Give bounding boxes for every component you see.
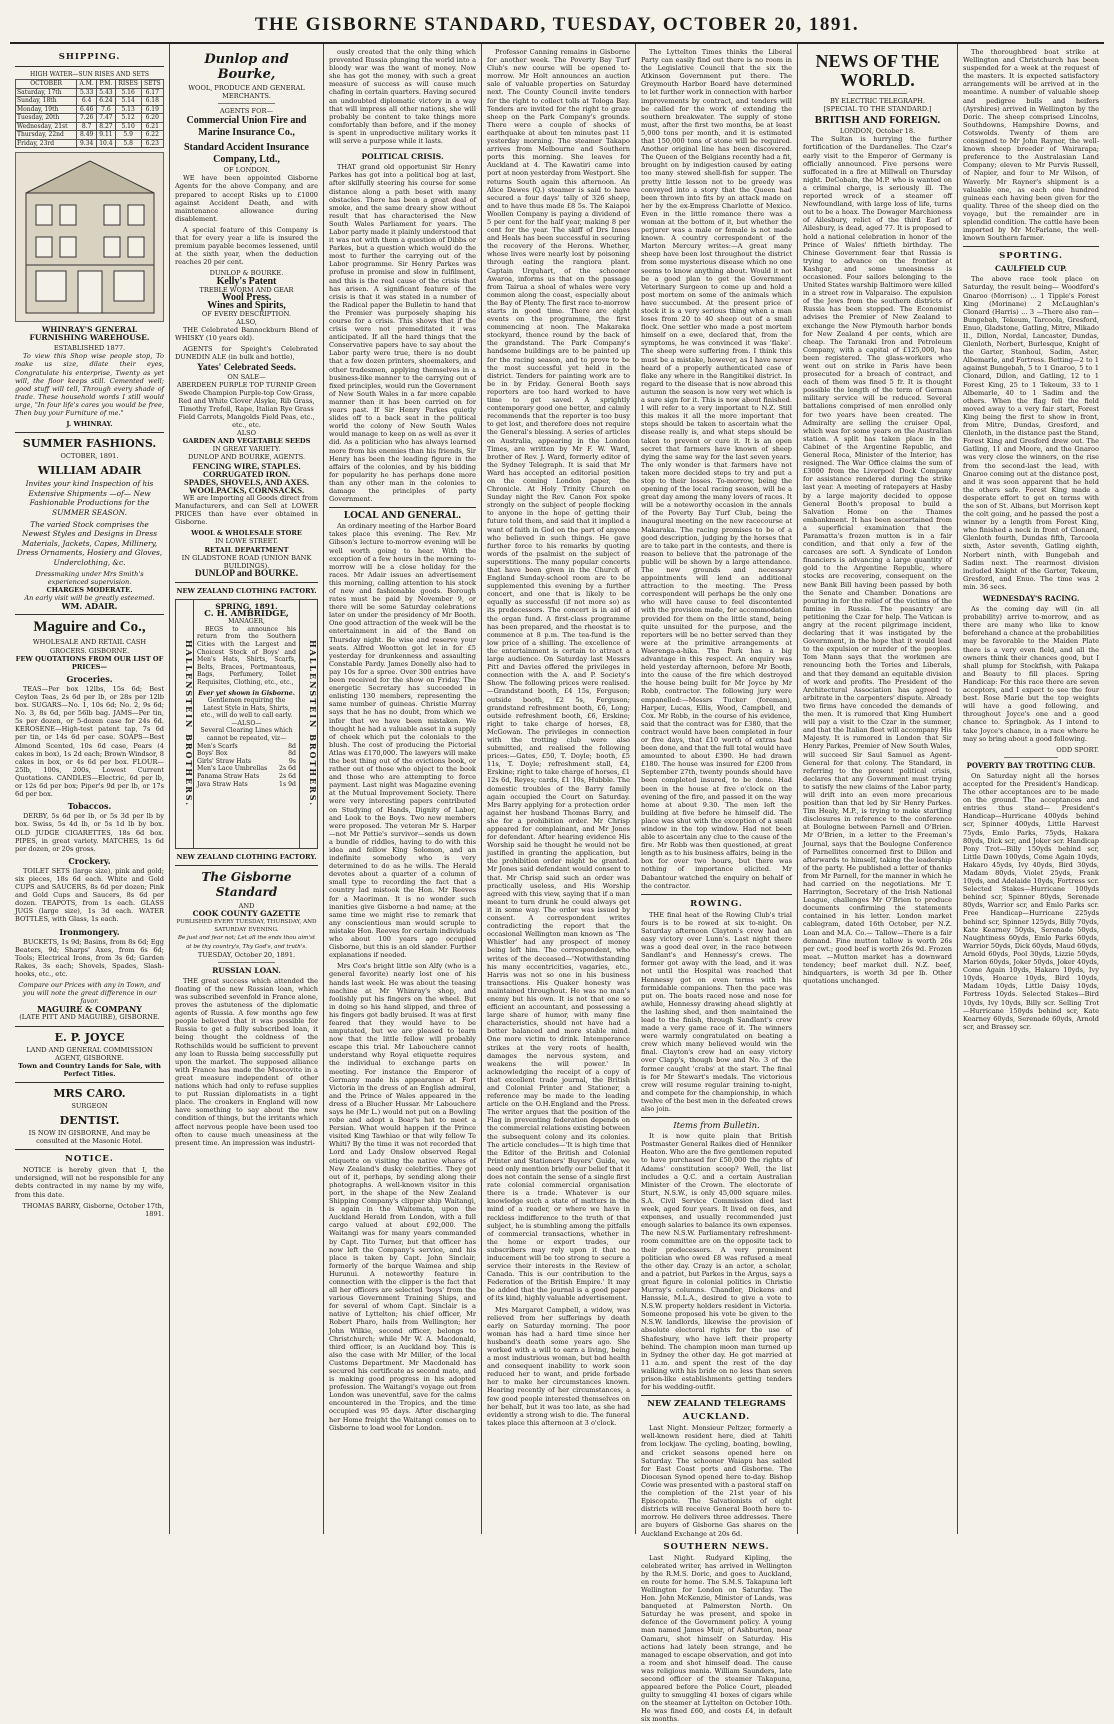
tide-cell: 5.10 <box>115 122 141 131</box>
clearing-line-label: Java Straw Hats <box>197 780 248 788</box>
ironmongery-heading: Ironmongery. <box>59 926 120 937</box>
lowe-street: IN LOWE STREET. <box>215 537 278 546</box>
clearing-line-price: 1s 9d <box>279 780 296 788</box>
dunlop-p1: WE have been appointed Gisborne Agents for the above Company, and are prepared to accept Risks up to £1000 against Accident Death, and with maintenance allowance during disablement. <box>175 174 318 223</box>
clearing-line-item <box>197 758 296 766</box>
banner-left: HALLENSTEIN BROTHERS. <box>176 600 194 848</box>
hallenstein-banner <box>175 599 318 849</box>
russian-loan-text: THE great success which attended the floating of the new Russian loan, which was subscribed sevenfold in France alone, proves the astuteness of the diplomatic agents of Russia. A few months ago few people believed that it was possible for Russia to get a fully subscribed loan, it being thought the coldness of the Rothschilds would be sufficient to prevent any loan to Russia being successfully put upon the market. The supposed alliance with France has made the Muscovite in a great measure independent of other nations which had only to refuse supplies to put Russian diplomatists in a tight place. The croakers in England will now have something to say about the new condition of things, but the irritants which affect nervous people have been used too often to cause much uneasiness at the present time. An impression was industri- <box>175 976 318 1147</box>
tide-row <box>16 139 164 148</box>
dunlop-end: DUNLOP and BOURKE. <box>194 568 299 579</box>
adair-heading: WILLIAM ADAIR <box>37 464 142 478</box>
dunlop-sub: WOOL, PRODUCE AND GENERAL MERCHANTS. <box>188 84 305 101</box>
tide-cell: Thursday, 22nd <box>16 131 77 140</box>
garden-seeds: GARDEN AND VEGETABLE SEEDS <box>182 437 311 446</box>
also-label: ALSO, <box>236 317 257 326</box>
column-5 <box>636 44 798 1724</box>
tide-col-sets: SETS <box>141 80 163 89</box>
british-foreign-heading: BRITISH AND FOREIGN. <box>814 116 941 127</box>
tide-cell: 5.13 <box>115 105 141 114</box>
yates-seeds: Yates' Celebrated Seeds. <box>197 363 296 374</box>
auckland-text: Last Night. Monsieur Peltzer, formerly a well-known resident here, died at Tahiti from lockjaw. The cycling, boating, bowling, and cricket seasons opened here on Saturday. The schooner Waiapu has sailed for East Coast ports and Gisborne. The Diocesan Synod opened here to-day. Bishop Cowie was presented with a pastoral staff on the completion of the 21st year of his Episcopate. The Salvationists of eight districts will receive General Booth here to-morrow. He delivers three addresses. There are buyers of Gisborne Gas shares on the Auckland Exchange at 20s 6d. <box>641 1424 792 1538</box>
adair-signature: WM. ADAIR. <box>61 601 118 612</box>
summer-fashions-heading: SUMMER FASHIONS. <box>22 437 157 451</box>
tide-cell: 8.49 <box>77 131 97 140</box>
summer-date: OCTOBER, 1891. <box>60 452 119 461</box>
paper-and: AND <box>238 902 255 911</box>
warehouse-illustration <box>15 152 164 322</box>
tobaccos-heading: Tobaccos. <box>67 801 112 812</box>
banner-content <box>194 600 299 848</box>
caulfield-cup-heading: CAULFIELD CUP. <box>994 264 1068 274</box>
nz-clothing-factory: NEW ZEALAND CLOTHING FACTORY. <box>176 586 317 595</box>
tide-cell: 6.19 <box>141 105 163 114</box>
dunlop-heading: Dunlop and Bourke, <box>204 52 289 82</box>
southern-news-heading: SOUTHERN NEWS. <box>663 1541 770 1552</box>
tide-cell: Sunday, 18th <box>16 97 77 106</box>
adair-charges: CHARGES MODERATE. <box>46 586 133 595</box>
whinray-poem: To view this Shop wise people stop, To make us size, dilate their eyes, Congratulate his enterprise, Twenty as yet will, the floor keeps still. Cemented well; good stuff will tell, Through every shade of trade. These household words I still would urge, "In four life's cares you would be free, Then buy your Furniture of me." <box>15 352 164 418</box>
gladstone-road: IN GLADSTONE ROAD (UNION BANK BUILDINGS). <box>181 553 312 570</box>
clearing-lines <box>197 743 296 789</box>
tide-cell: 9.34 <box>77 139 97 148</box>
local-general-text: An ordinary meeting of the Harbor Board takes place this evening. The Rev. Mr Gibson's lecture to-morrow evening will be well worth going to hear. With the exception of a few hours in the morning to-morrow will be a close holiday for the races. Mr Adair issues an advertisement this morning, calling attention to his stock of new and fashionable goods. Borough rates must be paid by November 9, or there will be some Saturday celebrations later on under the presidency of Mr Booth. One good attraction of the week will be the entertainment in aid of the Band on Thursday night. Be wise and reserve your seats. Alfred Wootton got let in for £5 yesterday for drunkenness and assaulting Constable Pardy. James Donelly also had to pay 10s for a spree. Over 300 entries have been received for the show on Friday. The energetic Secretary has succeeded in enlisting 130 members, representing the same number of guineas. Christie Murray says that he has no doubt, from which we infer that we have been mistaken. We thought he had a valuable asset in a supply of cheek which put the colonials to the blush. The cost of producing the Pictorial Atlas was £170,000. The lawyers will make the best thing out of the evictions book, or rather out of those who object to the book and those who are attempting to force payment. Last night was Magazine evening at the Mutual Improvement Society. There were very interesting papers contributed on Studying of Hands, Dignity of Labor, and Look to the Boys. Two new members were proposed. The veteran Mr S. Harper—not Mr Pettie's survivor—sends us down a bundle of riddles, having to do with this idea and fellow King Solomon, and an indefinite somebody who is very determined to do as he wills. The Herald devotes about a quarter of a column of small type to recording the fact that a country lad mistook the Hon. Mr Reeves for a Maoriman. It is no wonder such inanities give Gisborne a bad name; at the same time we might rise to remark that any conscientious man would scruple to mistake Hon. Reeves for certain individuals who about 100 years ago occupied Gisborne, but this is an old slander. Further explanations if needed. <box>329 522 476 960</box>
agents-label: AGENTS FOR— <box>219 107 274 116</box>
tide-row <box>16 131 164 140</box>
tide-header-row <box>16 80 164 89</box>
caro-heading: MRS CARO. <box>53 1086 126 1100</box>
masthead: THE GISBORNE STANDARD, TUESDAY, OCTOBER 20, 1891. <box>10 6 1104 44</box>
maguire-signature: MAGUIRE & COMPANY <box>36 1004 142 1015</box>
sporting-heading: SPORTING. <box>999 251 1063 262</box>
tide-cell: 7.6 <box>97 105 116 114</box>
crockery-heading: Crockery. <box>68 855 111 866</box>
rowing-text: THE final heat of the Rowing Club's trial fours is to be rowed at six to-night. On Saturday afternoon Clayton's crew had an easy victory over Lunn's. Last night there was a good deal over, in the race between Sandlant's and Hennessy's crews. The former got away with the lead, and it was not until the Hospital was reached that Hennessy got on even terms with his formidable companions. Then the pace was put on. The boats raced nose and nose for awhile, Hennessy drawing ahead slightly at the lashing shed, and then maintained the lead to the finish, through Sandlant's crew made a very game race of it. The winners were warmly congratulated on beating a crew which many believed would win the final. Clayton's crew had an easy victory over Clapp's, though bow and No. 3 of the former caught 'crabs' at the start. The final is for Mr Stewart's medals. The victorious crew will resume regular training to-night, and compete for the championship, in which twelve of the best men in the defeated crews also join. <box>641 910 792 1113</box>
nz-clothing-factory-2: NEW ZEALAND CLOTHING FACTORY. <box>176 852 317 861</box>
world-news-text: The Sultan is hurrying the further fortification of the Dardanelles. The Czar's early visit to the Emperor of Germany is officially announced. Five persons were suffocated in a fire at Millwall on Thursday night. DeCobain, the M.P. who is wanted on a criminal charge, is seriously ill. The reported wreck of a steamer off Newfoundland, with large loss of life, turns out to be a hoax. The Dowager Marchioness of Ailesbury, relict of the third Earl of Ailesbury, is dead, aged 77. It is proposed to hold a national celebration in honor of the Prince of Wales' fiftieth birthday. The Chinese Government fear that Russia is trying to advance on the frontier at Kashgar, and some uneasiness is occasioned. Four sailors belonging to the United States warship Baltimore were killed in a street row in Valparaiso. The expulsion of the Jews from the southern districts of Russia has been stopped. The Economist advises the Premier of New Zealand to exchange the New Plymouth harbor bonds for New Zealand 4 per cents, which are cheap. The Taranaki Iron and Petroleum Company, with a capital of £125,000, has been registered. The glass-workers who went out on strike in Paris have been prosecuted for a breach of contract, and each of them was fined 5 fr. It is thought possible the length of the term of German military service will be reduced. Several battalions comprised of men enrolled only for two years have been created. The Admiralty are selling the cruiser Opal, which was for some years on the Australian station. A split has taken place in the Cabinet of the Argentine Republic, and General Roca, Minister of the Interior, has resigned. The War Office claims the sum of £3000 from the Liverpool Dock Company for assistance rendered during the strike last year. A meeting of ratepayers at Hasby by a large majority decided to oppose General Booth's proposal to build a Salvation Home on the Thames embankment. It has been ascertained from a superficial examination that the Paramatta's frozen mutton is in a fair condition, and that only a few of the carcases are soft. A Syndicate of London financiers is advancing a large quantity of gold to the Argentine Republic, where stocks are recovering, consequent on the new Bank Bill having been passed by both the Senate and Chamber. Donations are pouring in for the relief of the victims of the famine in Russia. The peasantry are petitioning the Czar for help. The Vatican is angry at the recent pilgrimage incident, declaring that it was instigated by the Government, in the hope that it would lead to the expulsion or murder of the peoples. Tom Mann says that the workmen are renouncing both the Tories and Liberals, and that they demand an equitable division of work and profits. The President of the Architectural Association has agreed to arbitrate in the carpenters' dispute. Already two firms have conceded the demands of the men. It is rumored that King Humbert will pay a visit to the Czar in the summer, and that the Italian fleet will accompany His Majesty. It is rumored in London that Sir Henry Parkes, Premier of New South Wales, will succeed Sir Saul Samuel as Agent-General for that colony. The Standard, in referring to the present political crisis, declares that any Government must trying to satisfy the new claims of the Labor party, will drift into an even more precarious position than that led by Sir Henry Parkes. Tim Healy, M.P., is trying to make startling disclosures in reference to the conference at Boulogne between Parnell and O'Brien. Mr O'Brien, in a letter to the Freeman's Journal, says that the Boulogne Conference of Parnellites concerned first to Dillon and afterwards to himself, taking the leadership of the party. He published a letter of thanks from Mr Parnell, for the manner in which he had carried on the negotiations. Mr T. Harrington, Secretary of the Irish National League, challenges Mr O'Brien to produce documents confirming the statements contained in his letter. London market cablegram, dated 16th October, per N.Z. Loan and M.A. Co.— Tallow—There is a fair demand. Fine mutton tallow is worth 26s per cwt.; good beef is worth 26s 9d. Frozen meat. —Mutton market has a downward tendency; beef market dull. N.Z. beef, hindquarters, is worth 3d per lb. Other quotations unchanged. <box>803 135 952 986</box>
tide-cell: 5.16 <box>115 88 141 97</box>
crockery-list: TOILET SETS (large size), pink and gold; six pieces, 18s 6d each. White and Gold CUPS and SAUCERS, 8s 6d per dozen; Pink and Gold Cups and Saucers, 8s 6d per dozen. TEAPOTS, from 1s each. GLASS JUGS (large size), 1s 3d each. WATER BOTTLES, with Glass, 1s each. <box>15 866 164 924</box>
shipping-heading: SHIPPING. <box>58 52 121 62</box>
tide-cell: 5.14 <box>115 97 141 106</box>
odd-sport-signature: ODD SPORT. <box>1056 745 1099 754</box>
tide-row <box>16 122 164 131</box>
wednesday-racing-heading: WEDNESDAY'S RACING. <box>982 594 1080 603</box>
clearing-line-price: 8d <box>288 750 296 758</box>
clearing-line-price: 8d <box>288 742 296 750</box>
several-lines: Several Clearing Lines which cannot be repeated, viz— <box>200 727 293 743</box>
tide-row <box>16 114 164 123</box>
tide-cell: Saturday, 17th <box>16 88 77 97</box>
wines-spirits: Wines and Spirits, <box>207 299 286 311</box>
tide-cell: 5.9 <box>115 131 141 140</box>
local-general-text-2: Mrs Cox's bright little son Alfy (who is a general favorite) nearly lost one of his hands last week. He was about the teasing machine at Mr Whinray's shop, and foolishly put his fingers on the wheel. But in doing so his hand slipped, and three of his fingers got badly bruised. It was at first feared that they would have to be amputated, but we are pleased to learn now that the little fellow will probably escape this trial. Mr Labouchere cannot understand why Royal etiquette requires the individual to exchange parts on meeting. For instance the Emperor of Germany made his appearance at Fort Victoria in the dress of an English admiral, and the Prince of Wales appeared in the dress of a Blucher Hussar. Mr Labouchere says he (Mr L.) would not put on a Bowling robe and adopt a Boar's hat to meet a Persian. What would happen if the Prince visited King Tawhiao or that wily fellow Te Whiti? By the time it was not recorded that Lord and Lady Onslow observed Regal etiquette on visiting the native whares of New Zealand's dusky celebrities. They got out of it, perhaps, by sending along their photographs. A well-known visitor in this port, in the shape of the New Zealand Shipping Company's clipper ship Waitangi, is again in the Waitemata, upon the Auckland Herald from London, with a full cargo valued at about £92,000. The Waitangi was for many years commanded by Capt. Tito Turner, but that officer has now left the Company's service, and his place is taken by Capt. John Sinclair, formerly of the barque Waimea and ship Hurunui. A noteworthy feature in connection with the clipper is the fact that all her officers are selected 'boys' from the various Government Training Ships, and for several of whom Capt. Sinclair is a native of Lyttelton; his chief officer, Mr Robert Pharo, hails from Wellington; her John Wilkie, second officer, belongs to Christchurch; while Mr W. A. Macdonald, third officer, is an Auckland boy. This is also the case with Mr Miller, of the local Customs Department. Mr Macdonald has secured his certificate as second mate, and is making good progress in his adopted profession. The Waitangi's voyage out from London was uneventful, save for the calms encountered in the Tropics, and the time occupied was 95 days. After discharging her Home freight the Waitangi comes on to Gisborne to load wool for London. <box>329 962 476 1432</box>
kelly-patent: Kelly's Patent <box>216 275 277 287</box>
wool-press: Wool Press. <box>221 291 272 303</box>
whinray-heading: WHINRAY'S GENERAL FURNISHING WAREHOUSE. <box>29 325 150 343</box>
nz-telegrams-heading: NEW ZEALAND TELEGRAMS <box>647 1399 786 1410</box>
groceries-heading: Groceries. <box>66 673 113 684</box>
dentist-heading: DENTIST. <box>59 1114 120 1128</box>
tide-col-pm: P.M. <box>97 80 116 89</box>
tide-cell: 6.17 <box>141 88 163 97</box>
tide-cell: 5.12 <box>115 114 141 123</box>
by-telegraph: BY ELECTRIC TELEGRAPH. <box>829 97 926 105</box>
political-crisis-text: THAT grand old opportunist Sir Henry Parkes has got into a political bog at last, after skilfully steering his course for some distance along a path beset with many obstacles. There has been a great deal of smoke, and the same dreary show without result that has characterised the New South Wales Parliament for years. The Labor party made it plainly understood that it was not with them a question of Dibbs or Parkes, but a question which would do the most to further the carrying out of the Labor programme. Sir Henry Parkes was profuse in promise and slow in fulfilment, and this is the real cause of the crisis that has arisen. A significant feature of the crisis is that it was stated in a number of the Radical paper the Bulletin to hand that the Premier was purposely shaping his course for a crisis. This shows that if the crisis were not premeditated it was anticipated. If all the hard things that the Conservative papers have to say about the Labor party were true, there is no doubt that a few dozen printers, shoemakers, and other tradesmen, applying themselves in a business-like manner to the carrying out of fixed principles, would run the Government of New South Wales in a far more capable manner than it has been carried on for years past. If Sir Henry Parkes quietly slides off to a back seat in the political world the colony of New South Wales would manage to keep on as well as ever it did. As a politician who has always learned more from his enemies than his friends, Sir Henry has been the leading figure in the affairs of the colonies, and by his bidding for popularity he has perhaps done more than any other man in the colonies to damage the principles of party Government. <box>329 163 476 504</box>
tide-table <box>15 79 164 148</box>
manager-label: MANAGER, <box>228 618 265 626</box>
bulletin-text: It is now quite plain that British Postmaster General Raikes died of Henniker Heaton. Who are the five gentlemen reputed to have purchased for £50,000 the rights of Adams' constitution scoop? Well, the list includes a Q.C. and a certain Australian Minister of the Crown. The electorate of Sturt, N.S.W., is only 45,000 square miles. S.A. Civil Service Commission died last week, aged four years. It lived on fees, and expenses, and usually recommended just enough salaries to balance its own expenses. The new N.S.W. Parliamentary refreshment-room committee are on the opposite tack to their predecessors. A very prominent politician who owed £8 was refused a meal the other day. Crazy is an actor, a scholar, and a patriot, but Parkes in the Argus, says a great figure in colonial politics in Christie Murray's columns. Chandler, Dickens and Hanssie, M.L.A., desired to give a vote to N.S.W. property holders resident in Victoria. Someone proposed his vote be given to the N.S.W. landlords, likewise the provision of absolute electoral rights for the use of Shafesbury, who have left their property behind. The champion moon man turned up in Sydney the other day. He got married at 11 a.m. and spent the rest of the day walking with his bride on no less than seven prison-like establishments getting tenders for his wedding-outfit. <box>641 1132 792 1392</box>
russian-loan-cont: ously created that the only thing which prevented Russia plunging the world into a bloody war was the want of money. Now she has got the money, with such a great measure of success as will cause much chafing in certain quarters. Having secured an undoubted diplomatic victory in a way that will impress all other nations, she will probably be content to take things more comfortably than before, and if the money is spent in unproductive military works it will serve a purpose while it lasts. <box>329 48 476 146</box>
maguire-heading: Maguire and Co., <box>33 619 146 636</box>
dunlop-agents: DUNLOP AND BOURKE, AGENTS. <box>187 453 306 462</box>
wool-store: WOOL & WHOLESALE STORE <box>191 529 302 538</box>
gentlemen-text: Gentlemen requiring the Latest Style in Hats, Shirts, etc., will do well to call early. <box>200 697 293 720</box>
trotting-club-heading: POVERTY BAY TROTTING CLUB. <box>966 760 1096 770</box>
maguire-late: (LATE PITT AND MAGUIRE), GISBORNE. <box>19 1013 160 1022</box>
importing-text: WE are Importing all Goods direct from Manufacturers, and can Sell at LOWER PRICES than have ever obtained in Gisborne. <box>175 493 318 527</box>
obituary-campbell: Mrs Margaret Campbell, a widow, was relieved from her sufferings by death early on Saturday morning. The poor woman has had a hard time since her husband's death some years ago. She worked with a will to earn a living, being a most industrious woman, but bad health and consequent inability to work soon reduced her to want, and pride forbade her to make her circumstances known. Hearing recently of her circumstances, a few good people interested themselves on her behalf, but it was too late, as she had evidently a strong wish to die. The funeral takes place this afternoon at 3 o'clock. <box>487 1305 630 1427</box>
tide-cell: 5.43 <box>97 88 116 97</box>
tide-cell: Monday, 19th <box>16 105 77 114</box>
joyce-heading: E. P. JOYCE <box>54 1030 125 1044</box>
local-items: Professor Canning remains in Gisborne for another week. The Poverty Bay Turf Club's new course will be opened to-morrow. Mr Holt announces an auction sale of valuable properties on Saturday next. The County Council invite tenders for the right to collect tolls at Tologa Bay. Tenders are invited for the right to graze sheep on the Park Company's grounds. There were a couple of shocks of earthquake at about ten minutes past 11 yesterday morning. The steamer Takapo arrives from Melbourne and Southern ports this morning. She leaves for Auckland at 4. The Kawatiri came into port at noon yesterday from Westport. She returns South again this afternoon. An Alice Dawes (Q.) steamer is said to have secured a four days' tally of 326 sheep, and to have thus made £8 5s. The Kaiapoi Woollen Company is paying a dividend of 5 per cent for the half year, making 8 per cent for the year. The skiff of Drs Innes and Heals has been successful in securing the recovery of the Herons. Whether, whose lives were nearly lost by poisoning through eating the rangiora plant. Captain Urquhart, of the schooner Awaroa, informs us that on the passage from Tairua a shoal of whales were very common along the coast, especially about the Bay of Plenty. The first race to-morrow starts in good time. There are eight events on the programme, the first commencing at noon. The Makaraka stockyard, thence round by the back of the grandstand. The Park Company's handsome buildings are to be painted up for the racing season, and to prove to be the most successful yet held in the district. Tenders for painting work are to be in by Friday. General Booth says reporters are too hard worked to have time to get saved. A sprightly contemporary good one better, and calmly recommends that the reporter is too busy to get lost, and therefore does not require the General's blessing. A series of articles on Australia, appearing in the London Times, are written by Mr F. W. Ward, brother of Rev. J. Ward, formerly editor of the Sydney Telegraph. It is said that Mr Ward has accepted an editorial position on the coming London paper, the Chronicle. At Holy Trinity Church on Sunday night the Rev. Canon Fox spoke strongly on the subject of people flocking to anyone in the hope of getting their future told them, and said that it implied a want of faith in God on the part of anyone who believed in such things. He gave further force to his remarks by quoting words of the psalmist on the subject of superstitions. The many popular concerts that have been given in the Church of England Sunday-school room are to be supplemented this evening by a further concert, and one that is likely to be equally as successful (if not more so) as its predecessors. The concert is in aid of the organ fund. A first-class programme has been prepared, and the rheostat is to commence at 8 p.m. The tea-fund is the low price of a shilling. The excellence of the entertainment is certain to attract a large audience. On Saturday last Messrs Pitt and Davies offered the privileges in connection with the A. and P. Society's Show. The following prices were realised.—Grandstand booth, £4 15s, Ferguson; outside booth, £2 5s, Ferguson; grandstand refreshment booth, £6, Long; outside refreshment booth, £6, Erskine; right to take charge of horses, £8, McGowan. The privileges in connection with the trotting club were also submitted, and realised the following prices:—Gates, £50, T. Doyle; booth, £5 11s, T. Doyle; refreshment stall, £4, Erskine; right to take charge of horses, £1 12s 6d, Reyes; cards, £1 10s, Hubble. The domestic troubles of the Barry family again occupied the Court on Saturday. Mrs Barry applying for a protection order against her husband Thomas Barry, and she for a prohibition order. Mr Chrisp appeared for complainant, and Mr Jones for defendant. After hearing evidence His Worship said he thought he would not be justified in granting the application, but the prohibition order might be granted. Mr Jones said defendant would consent to that. Mr Chrisp said such an order was practically useless, and His Worship agreed with this view, saying that if a man meant to turn drunk he could always get it in some way. The order was issued by consent. A correspondent writes contradicting the report that the occasional Wellington man known as 'The Whistler' had any prospect of money being left him. The correspondent, who writes of the deceased—'Notwithstanding his many eccentricities, vagaries, etc., Harris was not so one in his business transactions. His Quaker honesty was maintained throughout. He was no man's enemy but his own. It is not that one so efficient an accountant, and possessing a large share of humor, with many fine characteristics, should not have had a better balanced and more stable mind. One more victim to drink. Intemperance strikes at the very roots of health, damages the nervous system, and weakens the will power.' In acknowledging the receipt of a copy of that excellent trade journal, the British and Colonial Printer and Stationer, a reference may be made to the leading article on the O.H.England and the Press. The writer argues that the position of the Flag in preventing federation depends on the commercial relations existing between the subsequent colony and its colonies. The article concludes—'It is high time that the Editor of the British and Colonial Printer and Stationers' Buyers' Guide, we need only mention briefly our belief that it does not contain the sense of a single first rate colonial commercial organisation there is a trade. Whatever is our knowledge such a state of matters in the mind of a reader, or where we have in reckless indifference to the truth of that subject, he is stumbling among the pitfalls of commercial transactions, whether in the home or export trades, our subscribers may rely upon it that no inducement will be too strong to secure a service their interests in the Review of Canada. This is our contribution to the Federation of the British Empire.' It may be added that the journal is a good paper of its kind, highly valuable advertisement. <box>487 48 630 1303</box>
joyce-text2: Town and Country Lands for Sale, with Perfect Titles. <box>18 1061 161 1078</box>
whinray-signature: J. WHINRAY. <box>66 420 113 429</box>
maguire-sub: WHOLESALE AND RETAIL CASH GROCERS. GISBORNE. <box>32 638 147 655</box>
tide-row <box>16 105 164 114</box>
tide-cell: 7.26 <box>77 114 97 123</box>
clearing-line-item <box>197 773 296 781</box>
russian-loan-heading: RUSSIAN LOAN. <box>212 965 281 975</box>
columns <box>10 44 1104 1724</box>
tides-heading: HIGH WATER—SUN RISES AND SETS <box>30 71 149 78</box>
be-just: Be just and fear not; Let all the ends thou aim'st at be thy country's, Thy God's, and truth's. <box>177 935 316 950</box>
tide-cell: 6.20 <box>141 114 163 123</box>
ironmongery-list: BUCKETS, 1s 9d; Basins, from 8s 6d; Egg Beaters, 9d; Sharps' Axes, from 6s 6d; Tools; Electrical Irons, from 3s 6d; Garden Rakes, 3s each; Shovels, Spades, Slash-hooks, etc., etc. <box>15 937 164 978</box>
ambridge-name: C. H. AMBRIDGE, <box>204 608 289 619</box>
london-label: OF LONDON. <box>223 166 270 175</box>
sheep-arrival-text: The thoroughbred boat strike at Wellington and Christchurch has been suspended for a week at the request of the masters. It is expected satisfactory arrangements will be arrived at in the meantime. A number of valuable sheep and pedigree bulls and heifers (Ayrshires) arrived in Wellington by the Doric. The sheep comprised Lincolns, Southdowns, Hampshire Downs, and Cotswolds. Twenty of them are consigned to Mr John Rayner, the well-known sheep breeder of Wairarapa; preference to the Australasian Land Company; eleven to Mr Purvis Russell, of Napier, and four to Mr Wilson, of Waverly. Mr Rayner's shipment is a valuable one, as each one hundred guineas each having been given for the quality. Three of the sheep died on the voyage, but the remainder are in splendid condition. The cattle have been imported by Mr McFarlane, the well-known Southern farmer. <box>963 48 1099 243</box>
spades-shovels: SPADES, SHOVELS, AND AXES. <box>183 476 310 487</box>
cook-county: COOK COUNTY GAZETTE <box>192 909 301 919</box>
tide-col-am: A.M. <box>77 80 97 89</box>
tide-row <box>16 88 164 97</box>
treble-worm: TREBLE WORM AND GEAR <box>199 285 294 294</box>
standard-accident: Standard Accident Insurance Company, Ltd., <box>183 142 309 166</box>
tide-cell: Wednesday, 21st <box>16 122 77 131</box>
tide-cell: 5.8 <box>115 139 141 148</box>
clearing-line-label: Girls' Straw Hats <box>197 757 252 765</box>
joyce-text: LAND AND GENERAL COMMISSION AGENT, GISBORNE. <box>26 1045 153 1062</box>
tide-cell: 8.27 <box>97 122 116 131</box>
london-dateline: LONDON, October 18. <box>839 127 916 136</box>
southern-news-text: Last Night. Rudyard Kipling, the celebrated writer, has arrived in Wellington by the R.M.S. Doric, and goes to Auckland, en route for home. The S.M.S. Takapuna left Wellington for London on Saturday. The Hon. John McKenzie, Minister of Lands, was banqueted at Palmerston North. On Saturday he was present, and spoke in defence of the Government policy. A young man named James Muir, of Ashburton, near Oamaru, shot himself on Saturday. His actions had lately been strange, and he managed to escape observation, and got into a room and shot himself dead. The cause was religious mania. William Saunders, late second officer of the steamer Takapuna, appeared before the Police Court, pleaded guilty to smuggling 41 boxes of cigars while on the steamer at Lyttelton on October 10th. He was fined £60, and costs £4, in default six months. <box>641 1553 792 1724</box>
seeds-list: ABERDEEN PURPLE TOP TURNIP Green Swede Champion Purple-top Cow Grass, Red and White Clover Alsyke, Rib Grass, Timothy Trefoil, Rape, Italian Rye Grass Field Carrots, Mangolds Field Peas, etc., etc., etc. <box>176 380 317 430</box>
clearing-line-label: Boys' Box <box>197 750 228 758</box>
local-general-heading: LOCAL AND GENERAL. <box>343 511 462 522</box>
whisky-text: THE Celebrated Bannockburn Blend of WHISKY (10 years old). <box>175 326 318 343</box>
tide-cell: 7.47 <box>97 114 116 123</box>
notice-signature: THOMAS BARRY, Gisborne, October 17th, 1891. <box>22 1201 164 1218</box>
ever-yet: Ever yet shown in Gisborne. <box>198 689 295 697</box>
special-standard: [SPECIAL TO THE STANDARD.] <box>823 105 932 114</box>
political-crisis-heading: POLITICAL CRISIS. <box>361 152 444 162</box>
clearing-line-label: Panama Straw Hats <box>197 773 260 781</box>
variety-label: IN GREAT VARIETY. <box>212 445 281 454</box>
column-6 <box>798 44 958 1534</box>
tide-cell: 6.46 <box>77 105 97 114</box>
clearing-line-item <box>197 781 296 789</box>
column-4 <box>482 44 636 1534</box>
tide-cell: 9.11 <box>97 131 116 140</box>
clearing-line-item <box>197 765 296 773</box>
tobaccos-list: DERBY, 5s 6d per lb, or 5s 3d per lb by box. Swiss, 5s 4d lb, or 5s 1d lb by box. OLD JUDGE CIGARETTES, 18s 6d box. PIPES, in great variety. MATCHES, 1s 6d per dozen, or 20s gross. <box>15 812 164 853</box>
news-of-world-heading: NEWS OF THE WORLD. <box>815 51 940 90</box>
issue-date: TUESDAY, October 20, 1891. <box>197 950 296 959</box>
retail-dept: RETAIL DEPARTMENT <box>204 545 289 554</box>
tide-cell: 10.4 <box>97 139 116 148</box>
dunlop-signature: DUNLOP & BOURKE. <box>209 269 284 278</box>
tide-cell: 6.21 <box>141 122 163 131</box>
auckland-heading: AUCKLAND. <box>682 1412 751 1423</box>
agents2-text: AGENTS for Speight's Celebrated DUNEDIN ALE (in bulk and bottle), <box>175 345 318 362</box>
clearing-line-item <box>197 743 296 751</box>
notice-text: NOTICE is hereby given that I, the undersigned, will not be responsible for any debts contracted in my name by my wife, from this date. <box>15 1166 164 1199</box>
adair-invite: Invites your kind Inspection of his Extensive Shipments —of— New Fashionable Productions for the SUMMER SEASON. <box>25 479 154 517</box>
tide-cell: 5.33 <box>77 88 97 97</box>
on-sale: ON SALE— <box>227 372 266 381</box>
dentist-text: IS NOW IN GISBORNE, And may be consulted at the Masonic Hotel. <box>28 1129 151 1146</box>
adair-dressmaking: Dressmaking under Mrs Smith's experienced supervision. <box>35 569 144 587</box>
tide-cell: Friday, 23rd <box>16 139 77 148</box>
tide-cell: 6.22 <box>141 131 163 140</box>
clearing-line-label: Men's Scarfs <box>197 742 238 750</box>
dunlop-p2: A special feature of this Company is that for every year a life is insured the premium payable becomes lessened, until at the sixth year, when the deduction reaches 20 per cent. <box>175 225 318 267</box>
every-description: OF EVERY DESCRIPTION. <box>201 309 292 318</box>
tide-cell: 6.23 <box>141 139 163 148</box>
fencing-wire: FENCING WIRE, STAPLES. <box>192 460 301 471</box>
tide-cell: 8.7 <box>77 122 97 131</box>
wednesday-racing-text: As the coming day will (in all probability) arrive to-morrow, and as there are many who like to know beforehand a chance at the probabilities may be favorable to the Maiden Plate there is a very even field, and all the owners think their chances good, but I shall plump for Stockfish, with Pakapa and Beauty to fill places. Spring Handicap: For this race there are seven acceptors, and I expect to see the four best. Rose Marie but the top weights will have a good following, and throughout Joyce's one and a good chance to. Springbok. As I intend to take Joyce's chance, in a race where he may so bring about a good following. <box>963 605 1099 743</box>
rowing-heading: ROWING. <box>690 898 743 909</box>
tide-row <box>16 97 164 106</box>
caro-sub: SURGEON <box>71 1101 108 1110</box>
bulletin-heading: Items from Bulletin. <box>673 1121 760 1132</box>
tide-col-rises: RISES <box>115 80 141 89</box>
clearing-line-price: 2s 6d <box>279 765 296 773</box>
also2-label: ALSO <box>236 429 257 438</box>
trotting-club-text: On Saturday night all the horses accepted for the President's Handicap. The other acceptances are to be made on the ground. The acceptances and entries thus stand— President's Handicap—Hurricane 400yds behind scr, Spinner 400yds, Little Harvest 75yds, Emlo Parks, 75yds, Hakara 80yds, Dick scr, and Joker scr. Handicap Pony Trot—Billy 150yds behind scr, Little Dawn 100yds, Come Again 10yds, Hakaro 45yds, Ivy 40yds, Bird 30yds, Madam 80yds, Violet 25yds, Frank 10yds, and Adelaide 10yds, Fortress scr. Selected Stakes—Hurricane 100yds behind scr, Spinner 80yds, Serenade 80yds, Warrior scr, and Emlo Parks scr. Free Handicap—Hurricane 225yds behind scr, Spinner 125yds, Billy 70yds, Kate Kearney 50yds, Serenade 50yds, Naughtiness 60yds, Emlo Parks 60yds, Warrior 50yds, Dick 60yds, Maud 60yds, Arnold 60yds, Pool 30yds, Lizzie 50yds, Marion 60yds, Joker 50yds, Joker 40yds, Come Again 10yds, Hakaro 10yds, Ivy 10yds, Hoarce 10yds, Bird 10yds, Madam 10yds, Little Daisy 10yds, Fortress 10yds. Selected Stakes—Bird 10yds, Ivy 10yds, Billy scr. Selling Trot—Hurricane 150yds behind scr, Kate Kearney 60yds, Serenade 60yds, Arnold scr, and Brassey scr. <box>963 771 1099 1031</box>
whinray-established: ESTABLISHED 1877. <box>53 344 126 353</box>
column-7 <box>958 44 1104 1534</box>
tide-cell: 6.24 <box>97 97 116 106</box>
clearing-line-price: 2s 6d <box>279 773 296 781</box>
commercial-union: Commercial Union Fire and Marine Insurance Co., <box>186 115 307 139</box>
warehouse-building-icon <box>16 153 164 321</box>
maguire-intro: FEW QUOTATIONS FROM OUR LIST OF PRICES— <box>15 654 164 671</box>
adair-stock: The varied Stock comprises the Newest Styles and Designs in Dress Materials, Jackets, Capes, Millinery, Dress Ornaments, Hosiery and Gloves, Underclothing, &c. <box>16 519 163 567</box>
paper-title: The Gisborne Standard <box>201 870 292 900</box>
tide-cell: 6.4 <box>77 97 97 106</box>
notice-heading: NOTICE. <box>65 1154 114 1165</box>
groceries-list: TEAS—Per box 12lbs, 15s 6d; Best Ceylon Teas, 2s 6d per lb, or 28s per 12lb box. SUGARS—No. 1, 10s 6d; No. 2, 9s 6d; No. 3, 8s 6d, per 56lb bag. JAMS—Per tin, 5s per dozen, or 5-dozen case for 24s 6d. KEROSENE—High-test patent tap, 7s 6d per tin, or 14s 6d per case. SOAPS—Best Almond Scented, 10s 6d case, Pears (4 cakes in box), 1s 2d each; Brown Windsor, 8 cakes in box, or 4s 6d per box. FLOUR—25lb, 100s, 200s, Lowest Current Quotations. CANDLES—Electric, 6d per lb, or 12s 6d per box; Piper's 9d per lb, or 17s 6d per box. <box>15 684 164 799</box>
clearing-line-label: Men's Lace Umbrellas <box>197 765 268 773</box>
column-3 <box>324 44 482 1534</box>
spring-label: SPRING, 1891. <box>215 601 278 611</box>
clearing-line-price: 9s <box>288 757 296 765</box>
tide-cell: Tuesday, 20th <box>16 114 77 123</box>
woolpacks: WOOLPACKS, CORNSACKS. <box>188 484 305 495</box>
local-items-cont: The Lyttelton Times thinks the Liberal Party can easily find out there is no room in the Legislative Council that the six the Atkinson Government put there. The Greymouth Harbor Board have determined to let further work in connection with harbor improvements by contract, and tenders will be called for the work of extending the southern breakwater. The supply of stone must, after the first two months, be at least 5,000 tons per month, and it is estimated that 150,000 tons of stone will be required. Another original line has been discovered. The Queen of the Belgians recently had a fit, brought on by indigestion caused by eating too many stewed shell-fish for supper. The pretty little lesson not to be greedy was conveyed into a story that the Queen had been thrown into fits by an attack made on her by the ex-Empress Charlotte of Mexico. Even in the little romance there was a woman at the bottom of it, but whether the perjurer was a male or female is not made known. A country correspondent of the Marton Mercury writes:—A great many sheep have been lost throughout the district from some mysterious disease which no one seems to know anything about. Would it not be a good plan to get the Government Veterinary Surgeon to come up and hold a post mortem on some of the animals which have succumbed. At the present price of stock it is a very serious thing when a man loses from 20 to 40 sheep out of a small flock. One settler who made a post mortem himself on a ewe, declared that, from the symptoms, he was convinced it was 'flake'. The sheep were suffering from. I think this must be a mistake, however, as I have never heard of a properly authenticated case of flake any where in the Rangitikei district. In regard to the disease that is now abroad this autumn the season is now very wet which is a sure sign for it. This is now about finished. I will refer to a very important to N.Z. Still this makes it all the more important that steps should be taken to ascertain what the disease really is, and what steps should be taken to prevent or cure it. It is an open secret that farmers have known of sheep dying the same way for the last seven years. The only wonder is that farmers have not taken more decided steps to try and put a stop to their losses. To-morrow, being the opening of the local racing season, will be a great day among the many lovers of races. It will be a noteworthy occasion in the annals of the Poverty Bay Turf Club, being the inaugural meeting on the new racecourse at Makaraka. The racing promises to be of a good description, judging by the horses that are to take part in the contests, and there is reason to believe that the patronage of the public will be shown by a large attendance. The new grounds and necessary appointments will lend an additional attraction to the meeting. The Press correspondent will perhaps be the only one who will have cause to feel discontented with the provision made, for accommodation provided for them on the little stand, being quite unsuited for the purpose, and the reporters will be no better served than they were at the primitive arrangements at Waerenga-a-hika. The Park has a big advantage in this respect. An enquiry was held yesterday afternoon, before Mr Booth, into the cause of the fire which destroyed the house being built for Mr Joyce by Mr Robb, contractor. The following jury were empanelled:—Messrs Tucker (foreman), Harper, Lucas, Ellis, Wood, Campbell, and Cox. Mr Robb, in the course of his evidence, said that the contract was for £380, that the contract would have been completed in four or five days, that £10 worth of extras had been done, and that the full total would have amounted to about £390. He had drawn £180. The house was insured for £200 from September 27th, twenty pounds should have been completed insured, to be done. Had been in the house at five o'clock on the evening of the fire, and passed it on the way home at about 9.30. The men left the building at five before he himself did. The place was shut with the exception of a small window in the top window. Had not been able to ascertain any clue to the cause of the fire. Mr Robb was then questioned, at great length as to his business affairs, being in the box for over two hours, but there was nothing of importance elicited. Mr Dabantour watched the enquiry on behalf of the contractor. <box>641 48 792 890</box>
ambridge-text: BEGS to announce his return from the Southern Cities with the Largest and Choicest Stock of Boys' and Men's Hats, Shirts, Scarfs, Belts, Braces, Portmanteaus, Bags, Perfumery, Toilet Requisites, Clothing, etc., etc., <box>197 625 296 686</box>
also3-label: —ALSO— <box>231 719 262 727</box>
corrugated-iron: CORRUGATED IRON. <box>202 468 291 479</box>
adair-visit: An early visit will be greatly esteemed. <box>24 594 155 603</box>
published-line: PUBLISHED EVERY TUESDAY, THURSDAY, AND SATURDAY EVENING. <box>176 919 317 934</box>
maguire-compare: Compare our Prices with any in Town, and you will note the great difference in our favor. <box>18 981 161 1006</box>
column-1 <box>10 44 170 1534</box>
clearing-line-item <box>197 750 296 758</box>
caulfield-cup-text: The above race took place on Saturday, the result being— Woodford's Gnaroo (Morrison) ... 1 Tipple's Forest King (Morinane) 2 McLaughlan's Clonard (Harris) ... 3 —There also ran—Bungebah, Tekeum, Tarcoola, Gresford, Enuo, Gladstone, Gatling, Mitre, Mikado II., Dillon, Nordal, Lancaster, Dundas, Glenloth, Norbert, Burlesque, Knight of the Garter, Stanhoul, Sadim, Aster, Albemarle, and Fortress. Betting—2 to 1 against Bungebah, 5 to 1 Gnaroo, 5 to 1 Clonard, Dillon, and Gatling, 12 to 1 Forest King, 25 to 1 Tekeum, 33 to 1 Albemarle, 40 to 1 Sadim and the others. When the flag fell the field moved away to a very fair start, Forest King being the first to show in front, from Mitre, Dundas, Gresford, and Glenloth, in the distance past the Stand, Forest King and Gresford drew out. The Gatling, 11 and Moore, and the Gnaroo was very close the winners, on the rise from the second-last the lead, with Gnaroo coming out at the distance post, and it was soon apparent that he held the others safe. Forest King made a desperate effort to get on terms with the son of St. Albans, but Morrison kept the colt going, and he passed the post a winner by a length from Forest King, who finished a neck in front of Clonard, Glenloth fourth, Dundas fifth, Tarcoola sixth, Aster seventh, Gatling eighth, Norbert ninth, with Bungebah and Sadim next. The rearmost division included Knight of the Garter, Tekeum, Gresford, and Enuo. The time was 2 min. 36 secs. <box>963 275 1099 591</box>
tide-col-october: OCTOBER <box>16 80 77 89</box>
banner-right: HALLENSTEIN BROTHERS. <box>299 600 317 848</box>
column-2 <box>170 44 324 1534</box>
tide-cell: 6.18 <box>141 97 163 106</box>
